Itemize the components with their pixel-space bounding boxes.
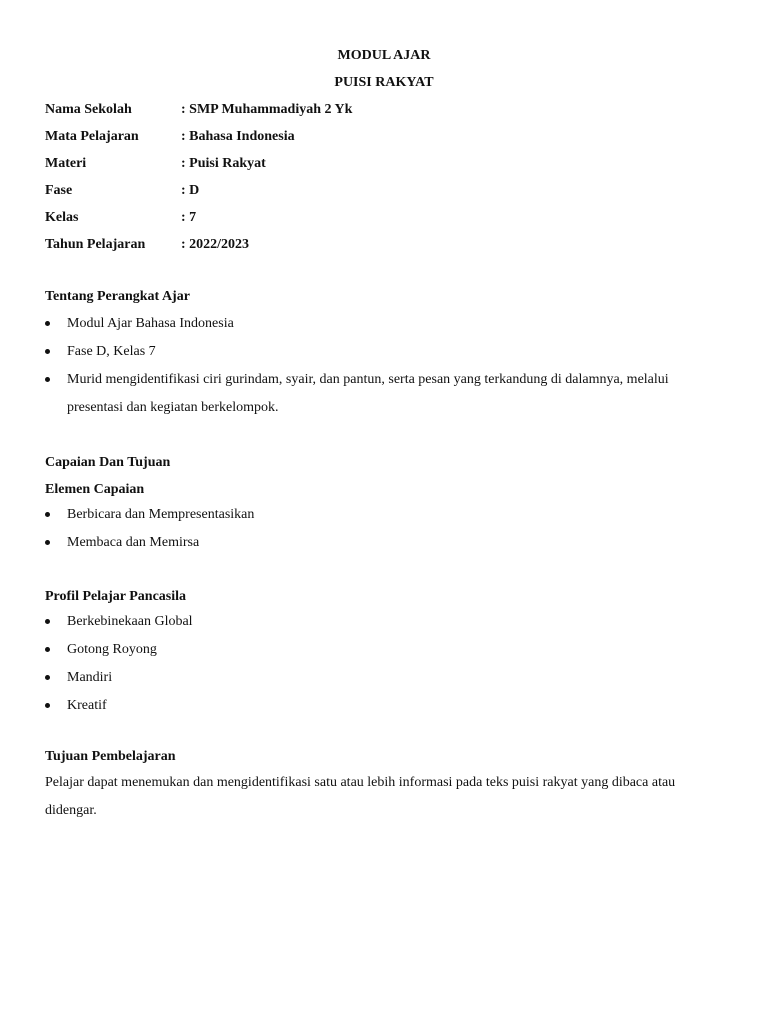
info-value: : SMP Muhammadiyah 2 Yk <box>181 102 353 117</box>
info-row-mata-pelajaran <box>45 128 725 155</box>
bullet-icon <box>45 540 50 545</box>
info-value: : 2022/2023 <box>181 237 250 252</box>
bullet-icon <box>45 619 50 624</box>
list-item <box>45 664 725 692</box>
list-item-text: Berbicara dan Mempresentasikan <box>67 507 255 522</box>
bullet-icon <box>45 349 50 354</box>
info-label: Nama Sekolah <box>45 102 132 117</box>
info-value: : Bahasa Indonesia <box>181 129 295 144</box>
section-heading-profil: Profil Pelajar Pancasila <box>45 589 187 604</box>
info-label: Kelas <box>45 210 79 225</box>
list-item-text: Kreatif <box>67 698 107 713</box>
elemen-capaian-list <box>45 501 725 557</box>
info-row-nama-sekolah <box>45 101 725 128</box>
tujuan-paragraph: Pelajar dapat menemukan dan mengidentifikasi satu atau lebih informasi pada teks puisi rakyat yang dibaca atau didengar. <box>45 775 676 818</box>
subheading-elemen-capaian: Elemen Capaian <box>45 482 145 497</box>
list-item-text: Modul Ajar Bahasa Indonesia <box>67 316 234 331</box>
list-item <box>45 692 725 720</box>
section-heading-tujuan: Tujuan Pembelajaran <box>45 749 176 764</box>
list-item-text: Murid mengidentifikasi ciri gurindam, syair, dan pantun, serta pesan yang terkandung di dalamnya, melalui presentasi dan kegiatan berkelompok. <box>67 372 669 415</box>
info-label: Tahun Pelajaran <box>45 237 146 252</box>
info-label: Mata Pelajaran <box>45 129 139 144</box>
document-subtitle: PUISI RAKYAT <box>334 75 434 90</box>
list-item <box>45 529 725 557</box>
bullet-icon <box>45 703 50 708</box>
bullet-icon <box>45 647 50 652</box>
info-row-tahun-pelajaran <box>45 236 725 263</box>
info-value: : D <box>181 183 200 198</box>
document-title: MODUL AJAR <box>337 48 431 63</box>
info-row-materi <box>45 155 725 182</box>
identity-table <box>45 101 725 263</box>
bullet-icon <box>45 675 50 680</box>
list-item <box>45 338 725 366</box>
bullet-icon <box>45 512 50 517</box>
info-label: Materi <box>45 156 87 171</box>
list-item <box>45 608 725 636</box>
list-item-text: Berkebinekaan Global <box>67 614 193 629</box>
info-value: : Puisi Rakyat <box>181 156 266 171</box>
list-item-text: Membaca dan Memirsa <box>67 535 200 550</box>
info-label: Fase <box>45 183 73 198</box>
list-item-text: Gotong Royong <box>67 642 157 657</box>
section-heading-capaian: Capaian Dan Tujuan <box>45 455 171 470</box>
info-row-kelas <box>45 209 725 236</box>
list-item-text: Mandiri <box>67 670 113 685</box>
list-item <box>45 501 725 529</box>
section-heading-tentang: Tentang Perangkat Ajar <box>45 289 190 304</box>
list-item <box>45 636 725 664</box>
list-item <box>45 366 725 422</box>
list-item <box>45 310 725 338</box>
bullet-icon <box>45 321 50 326</box>
tentang-list <box>45 310 725 422</box>
list-item-text: Fase D, Kelas 7 <box>67 344 156 359</box>
profil-list <box>45 608 725 720</box>
info-value: : 7 <box>181 210 197 225</box>
info-row-fase <box>45 182 725 209</box>
bullet-icon <box>45 377 50 382</box>
